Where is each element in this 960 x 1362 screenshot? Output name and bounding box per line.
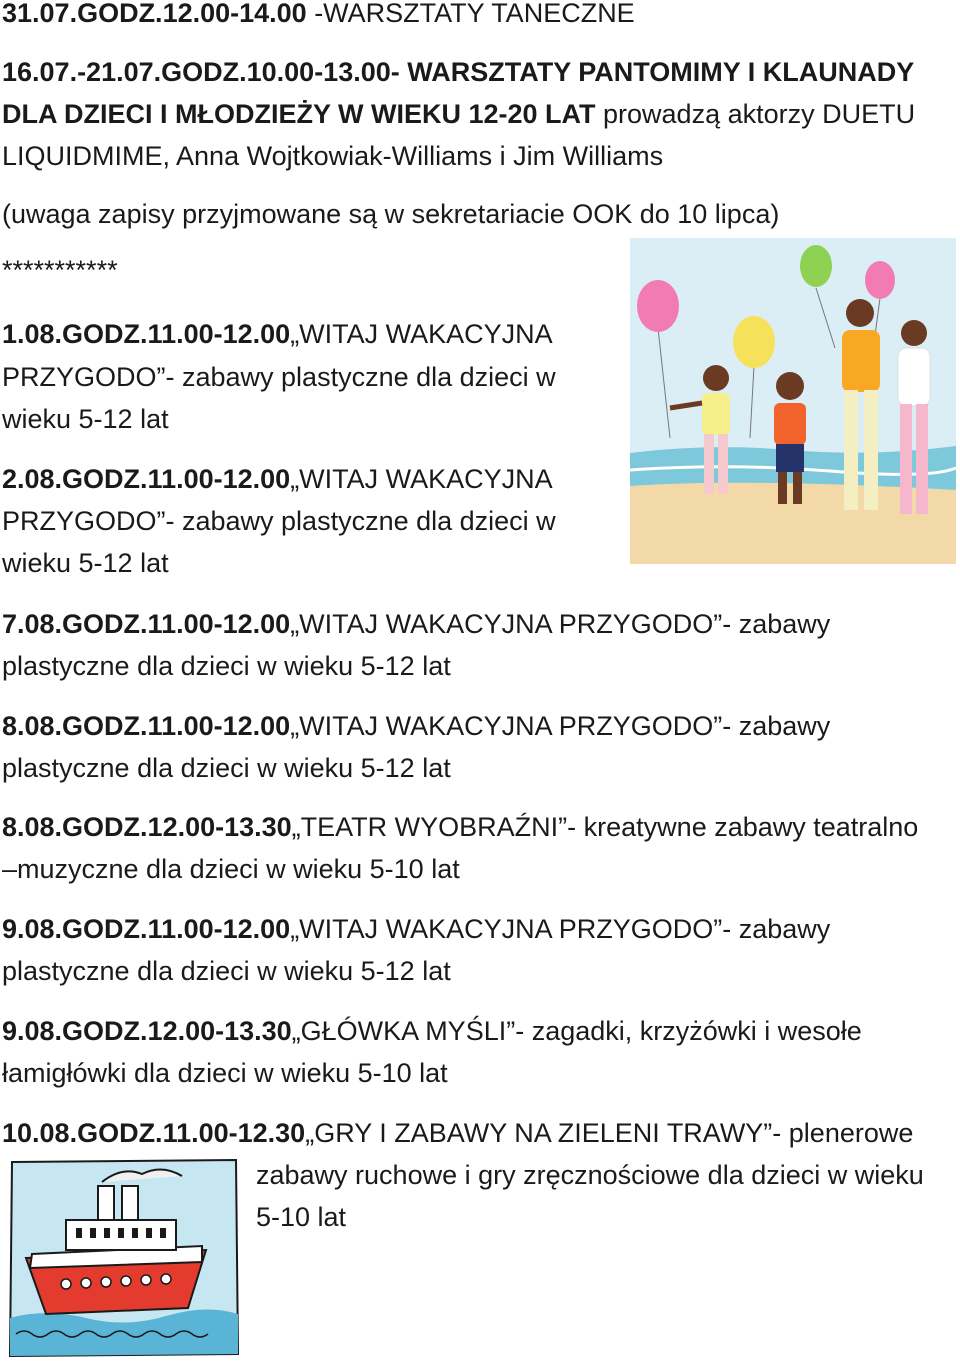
event-6-title: „WITAJ WAKACYJNA PRZYGODO”- zabawy	[290, 914, 831, 944]
event-6-date: 9.08.GODZ.11.00-12.00	[2, 914, 291, 944]
event-1-title: „WITAJ WAKACYJNA	[290, 319, 553, 349]
event-7-title: „GŁÓWKA MYŚLI”- zagadki, krzyżówki i wesołe	[291, 1016, 862, 1046]
event-8-line1	[2, 1112, 913, 1154]
event-6-line2: plastyczne dla dzieci w wieku 5-12 lat	[2, 956, 451, 986]
event-5-date: 8.08.GODZ.12.00-13.30	[2, 812, 292, 842]
separator: ***********	[2, 255, 118, 285]
beach-family-illustration	[630, 238, 956, 564]
ship-chimney	[98, 1186, 114, 1220]
event-1-line1	[2, 313, 553, 355]
event-7-line1	[2, 1010, 862, 1052]
event-4-title: „WITAJ WAKACYJNA PRZYGODO”- zabawy	[290, 711, 831, 741]
pantomime-title-line2	[2, 93, 915, 135]
event-7-date: 9.08.GODZ.12.00-13.30	[2, 1016, 292, 1046]
pantomime-hosts-line: LIQUIDMIME, Anna Wojtkowiak-Williams i Jim Williams	[2, 141, 664, 171]
event-4-date: 8.08.GODZ.11.00-12.00	[2, 711, 291, 741]
dance-date: 31.07.GODZ.12.00-14.00	[2, 0, 307, 28]
event-8-title: „GRY I ZABAWY NA ZIELENI TRAWY”- plenerowe	[305, 1118, 914, 1148]
event-5-line2: –muzyczne dla dzieci w wieku 5-10 lat	[2, 854, 460, 884]
event-3-line2: plastyczne dla dzieci w wieku 5-12 lat	[2, 651, 451, 681]
event-2-date: 2.08.GODZ.11.00-12.00	[2, 464, 291, 494]
event-5-line1	[2, 806, 918, 848]
event-8-date: 10.08.GODZ.11.00-12.30	[2, 1118, 306, 1148]
registration-note: (uwaga zapisy przyjmowane są w sekretariacie OOK do 10 lipca)	[2, 199, 780, 229]
green-balloon	[800, 245, 832, 287]
event-1-date: 1.08.GODZ.11.00-12.00	[2, 319, 291, 349]
event-2-line3: wieku 5-12 lat	[2, 548, 169, 578]
yellow-balloon	[733, 316, 775, 368]
event-1-line3: wieku 5-12 lat	[2, 404, 169, 434]
event-2-line2: PRZYGODO”- zabawy plastyczne dla dzieci w	[2, 506, 556, 536]
event-1-line2: PRZYGODO”- zabawy plastyczne dla dzieci w	[2, 362, 556, 392]
event-4-line1	[2, 705, 830, 747]
dance-title: -WARSZTATY TANECZNE	[306, 0, 635, 28]
event-3-line1	[2, 603, 830, 645]
event-3-date: 7.08.GODZ.11.00-12.00	[2, 609, 291, 639]
ship-illustration	[6, 1158, 242, 1358]
pink-balloon-small	[865, 261, 895, 299]
pantomime-hosts: prowadzą aktorzy DUETU	[595, 99, 916, 129]
event-2-line1	[2, 458, 553, 500]
pink-balloon	[637, 280, 679, 332]
event-4-line2: plastyczne dla dzieci w wieku 5-12 lat	[2, 753, 451, 783]
event-8-line3: 5-10 lat	[256, 1202, 347, 1232]
event-3-title: „WITAJ WAKACYJNA PRZYGODO”- zabawy	[290, 609, 831, 639]
workshop-dance-line	[2, 0, 635, 34]
event-6-line1	[2, 908, 830, 950]
pantomime-title-line1: 16.07.-21.07.GODZ.10.00-13.00- WARSZTATY PANTOMIMY I KLAUNADY	[2, 57, 915, 87]
event-2-title: „WITAJ WAKACYJNA	[290, 464, 553, 494]
pantomime-age: DLA DZIECI I MŁODZIEŻY W WIEKU 12-20 LAT	[2, 99, 596, 129]
event-5-title: „TEATR WYOBRAŹNI”- kreatywne zabawy teatralno	[291, 812, 919, 842]
event-8-line2: zabawy ruchowe i gry zręcznościowe dla dzieci w wieku	[256, 1160, 924, 1190]
event-7-line2: łamigłówki dla dzieci w wieku 5-10 lat	[2, 1058, 448, 1088]
